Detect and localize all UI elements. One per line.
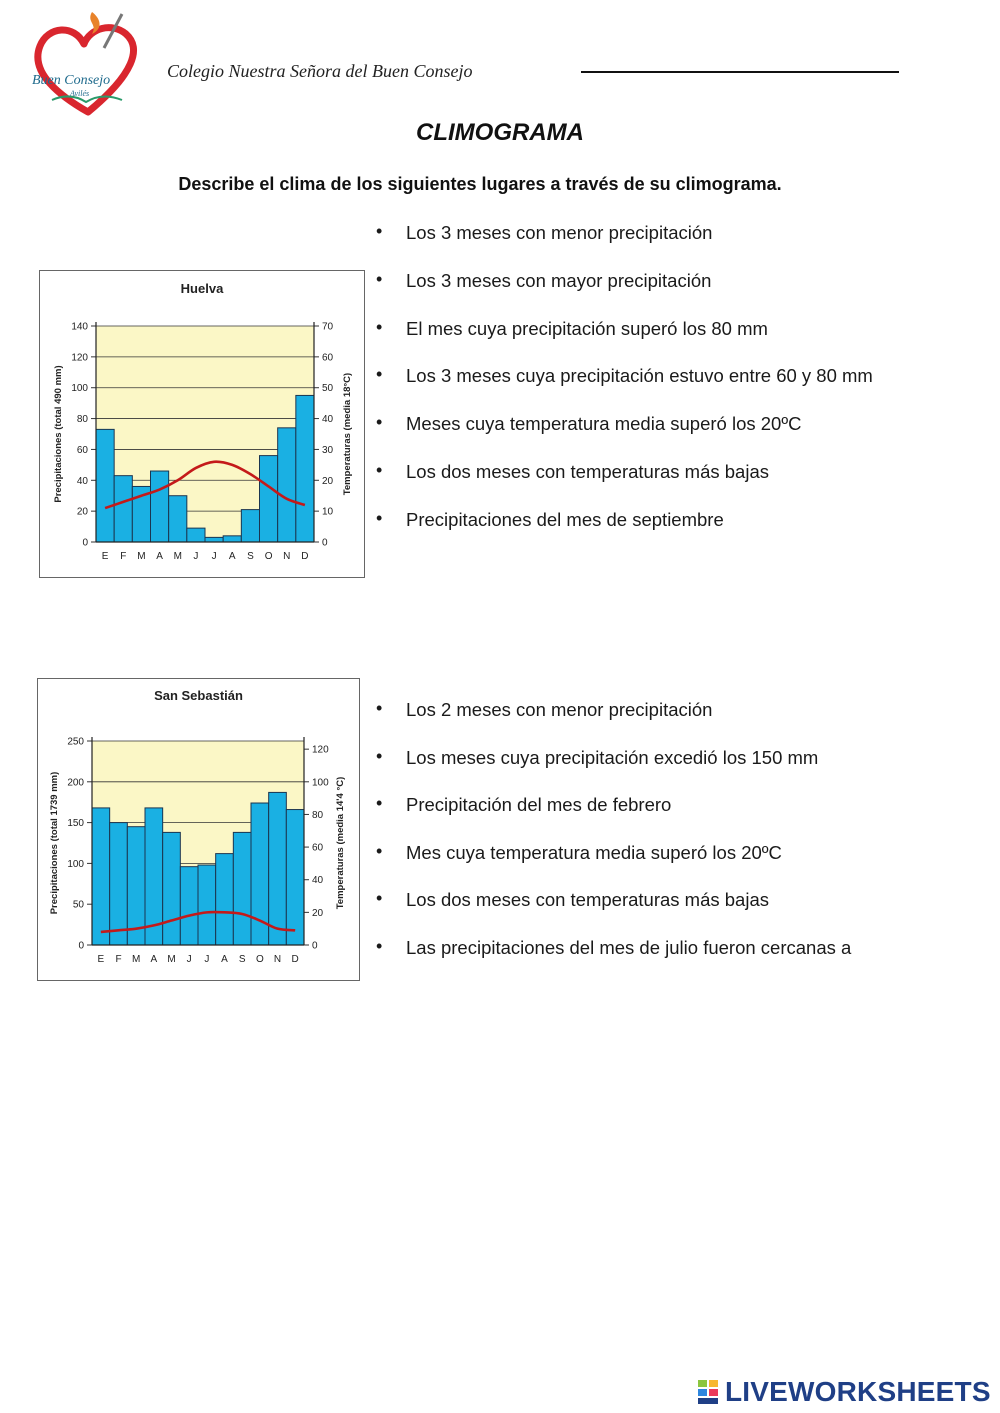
y-tick-label: 50 bbox=[72, 899, 84, 911]
y2-tick-label: 20 bbox=[322, 475, 334, 487]
x-tick-label: N bbox=[283, 551, 291, 562]
page-title: CLIMOGRAMA bbox=[416, 119, 584, 146]
chart-huelva-svg bbox=[40, 271, 364, 577]
precipitation-bar bbox=[286, 810, 304, 945]
liveworksheets-brand[interactable] bbox=[697, 1374, 991, 1410]
y2-tick-label: 0 bbox=[312, 940, 318, 952]
liveworksheets-logo-icon bbox=[697, 1378, 721, 1406]
x-tick-label: N bbox=[273, 954, 282, 965]
question-item: • Los dos meses con temperaturas más bajas bbox=[376, 889, 851, 937]
precipitation-bar bbox=[114, 476, 132, 542]
y2-tick-label: 40 bbox=[312, 875, 324, 887]
precipitation-bar bbox=[151, 471, 169, 542]
question-item: • Los dos meses con temperaturas más bajas bbox=[376, 461, 873, 509]
y2-tick-label: 100 bbox=[312, 777, 329, 789]
school-name: Colegio Nuestra Señora del Buen Consejo bbox=[167, 61, 473, 81]
logo-subtext: Avilés bbox=[70, 89, 90, 98]
question-item: • Las precipitaciones del mes de julio fueron cercanas a bbox=[376, 937, 851, 985]
precipitation-bar bbox=[216, 854, 234, 945]
question-item: • Precipitaciones del mes de septiembre bbox=[376, 509, 873, 557]
y2-tick-label: 120 bbox=[312, 744, 329, 756]
precipitation-bar bbox=[260, 456, 278, 542]
precipitation-bar bbox=[223, 536, 241, 542]
climograph-san-sebastian bbox=[37, 678, 360, 981]
precipitation-bar bbox=[296, 395, 314, 542]
school-logo bbox=[26, 8, 150, 120]
y2-tick-label: 60 bbox=[312, 842, 324, 854]
y2-tick-label: 70 bbox=[322, 321, 334, 333]
x-tick-label: M bbox=[167, 954, 176, 965]
precipitation-bar bbox=[233, 832, 251, 945]
precipitation-bar bbox=[269, 792, 287, 945]
name-line bbox=[581, 71, 899, 73]
y-tick-label: 200 bbox=[67, 777, 84, 789]
y-tick-label: 100 bbox=[71, 383, 88, 395]
question-item: • Los 3 meses con mayor precipitación bbox=[376, 270, 873, 318]
y2-tick-label: 30 bbox=[322, 444, 334, 456]
y2-tick-label: 50 bbox=[322, 383, 334, 395]
y2-tick-label: 60 bbox=[322, 352, 334, 364]
y-tick-label: 140 bbox=[71, 321, 88, 333]
y2-tick-label: 40 bbox=[322, 414, 334, 426]
x-tick-label: D bbox=[291, 954, 299, 965]
question-item: • Los 3 meses con menor precipitación bbox=[376, 222, 873, 270]
chart-san-sebastian-svg bbox=[38, 679, 359, 980]
precipitation-bar bbox=[180, 867, 198, 945]
precipitation-bar bbox=[205, 537, 223, 542]
y-tick-label: 250 bbox=[67, 736, 84, 748]
question-item: • Los meses cuya precipitación excedió los 150 mm bbox=[376, 747, 851, 795]
y-tick-label: 100 bbox=[67, 858, 84, 870]
question-item: • Los 2 meses con menor precipitación bbox=[376, 699, 851, 747]
precipitation-bar bbox=[169, 496, 187, 542]
x-tick-label: J bbox=[211, 551, 217, 562]
chart-title: Huelva bbox=[180, 281, 224, 296]
precipitation-bar bbox=[110, 823, 128, 945]
y-axis-label: Precipitaciones (total 490 mm) bbox=[53, 365, 64, 503]
x-tick-label: E bbox=[97, 954, 105, 965]
precipitation-bar bbox=[96, 429, 114, 542]
y-tick-label: 150 bbox=[67, 818, 84, 830]
question-item: • Precipitación del mes de febrero bbox=[376, 794, 851, 842]
precipitation-bar bbox=[187, 528, 205, 542]
y2-tick-label: 0 bbox=[322, 537, 328, 549]
x-tick-label: O bbox=[264, 551, 273, 562]
x-tick-label: E bbox=[101, 551, 109, 562]
x-tick-label: D bbox=[301, 551, 309, 562]
x-tick-label: F bbox=[115, 954, 122, 965]
x-tick-label: J bbox=[204, 954, 210, 965]
x-tick-label: S bbox=[247, 551, 254, 562]
question-item: • Los 3 meses cuya precipitación estuvo entre 60 y 80 mm bbox=[376, 365, 873, 413]
heart-logo-icon bbox=[26, 8, 150, 120]
x-tick-label: A bbox=[150, 954, 158, 965]
y-tick-label: 0 bbox=[82, 537, 88, 549]
precipitation-bar bbox=[198, 865, 216, 945]
x-tick-label: J bbox=[193, 551, 199, 562]
precipitation-bar bbox=[278, 428, 296, 542]
y-tick-label: 80 bbox=[76, 414, 88, 426]
climograph-huelva bbox=[39, 270, 365, 578]
y2-tick-label: 20 bbox=[312, 907, 324, 919]
y-axis-label: Precipitaciones (total 1739 mm) bbox=[49, 771, 60, 915]
question-list-huelva bbox=[376, 222, 873, 557]
y-tick-label: 40 bbox=[76, 475, 88, 487]
y2-tick-label: 10 bbox=[322, 506, 334, 518]
x-tick-label: M bbox=[137, 551, 146, 562]
y2-tick-label: 80 bbox=[312, 809, 324, 821]
question-item: • Mes cuya temperatura media superó los 20ºC bbox=[376, 842, 851, 890]
y-tick-label: 60 bbox=[76, 444, 88, 456]
y2-axis-label: Temperaturas (media 14'4 °C) bbox=[335, 776, 346, 910]
y-tick-label: 20 bbox=[76, 506, 88, 518]
chart-title: San Sebastián bbox=[154, 688, 243, 703]
y-tick-label: 120 bbox=[71, 352, 88, 364]
precipitation-bar bbox=[241, 510, 259, 542]
instruction-text: Describe el clima de los siguientes lugares a través de su climograma. bbox=[178, 174, 782, 194]
x-tick-label: S bbox=[238, 954, 246, 965]
precipitation-bar bbox=[163, 832, 181, 945]
y2-axis-label: Temperaturas (media 18°C) bbox=[342, 372, 353, 496]
brand-text: LIVEWORKSHEETS bbox=[725, 1376, 991, 1407]
x-tick-label: F bbox=[120, 551, 127, 562]
x-tick-label: M bbox=[173, 551, 182, 562]
question-item: • El mes cuya precipitación superó los 80 mm bbox=[376, 318, 873, 366]
x-tick-label: A bbox=[221, 954, 228, 965]
x-tick-label: J bbox=[186, 954, 192, 965]
x-tick-label: O bbox=[255, 954, 264, 965]
y-tick-label: 0 bbox=[78, 940, 84, 952]
precipitation-bar bbox=[92, 808, 110, 945]
question-list-san-sebastian bbox=[376, 699, 851, 985]
x-tick-label: A bbox=[228, 551, 236, 562]
x-tick-label: A bbox=[156, 551, 163, 562]
logo-text: Buen Consejo bbox=[32, 73, 111, 88]
question-item: • Meses cuya temperatura media superó los 20ºC bbox=[376, 413, 873, 461]
x-tick-label: M bbox=[131, 954, 141, 965]
